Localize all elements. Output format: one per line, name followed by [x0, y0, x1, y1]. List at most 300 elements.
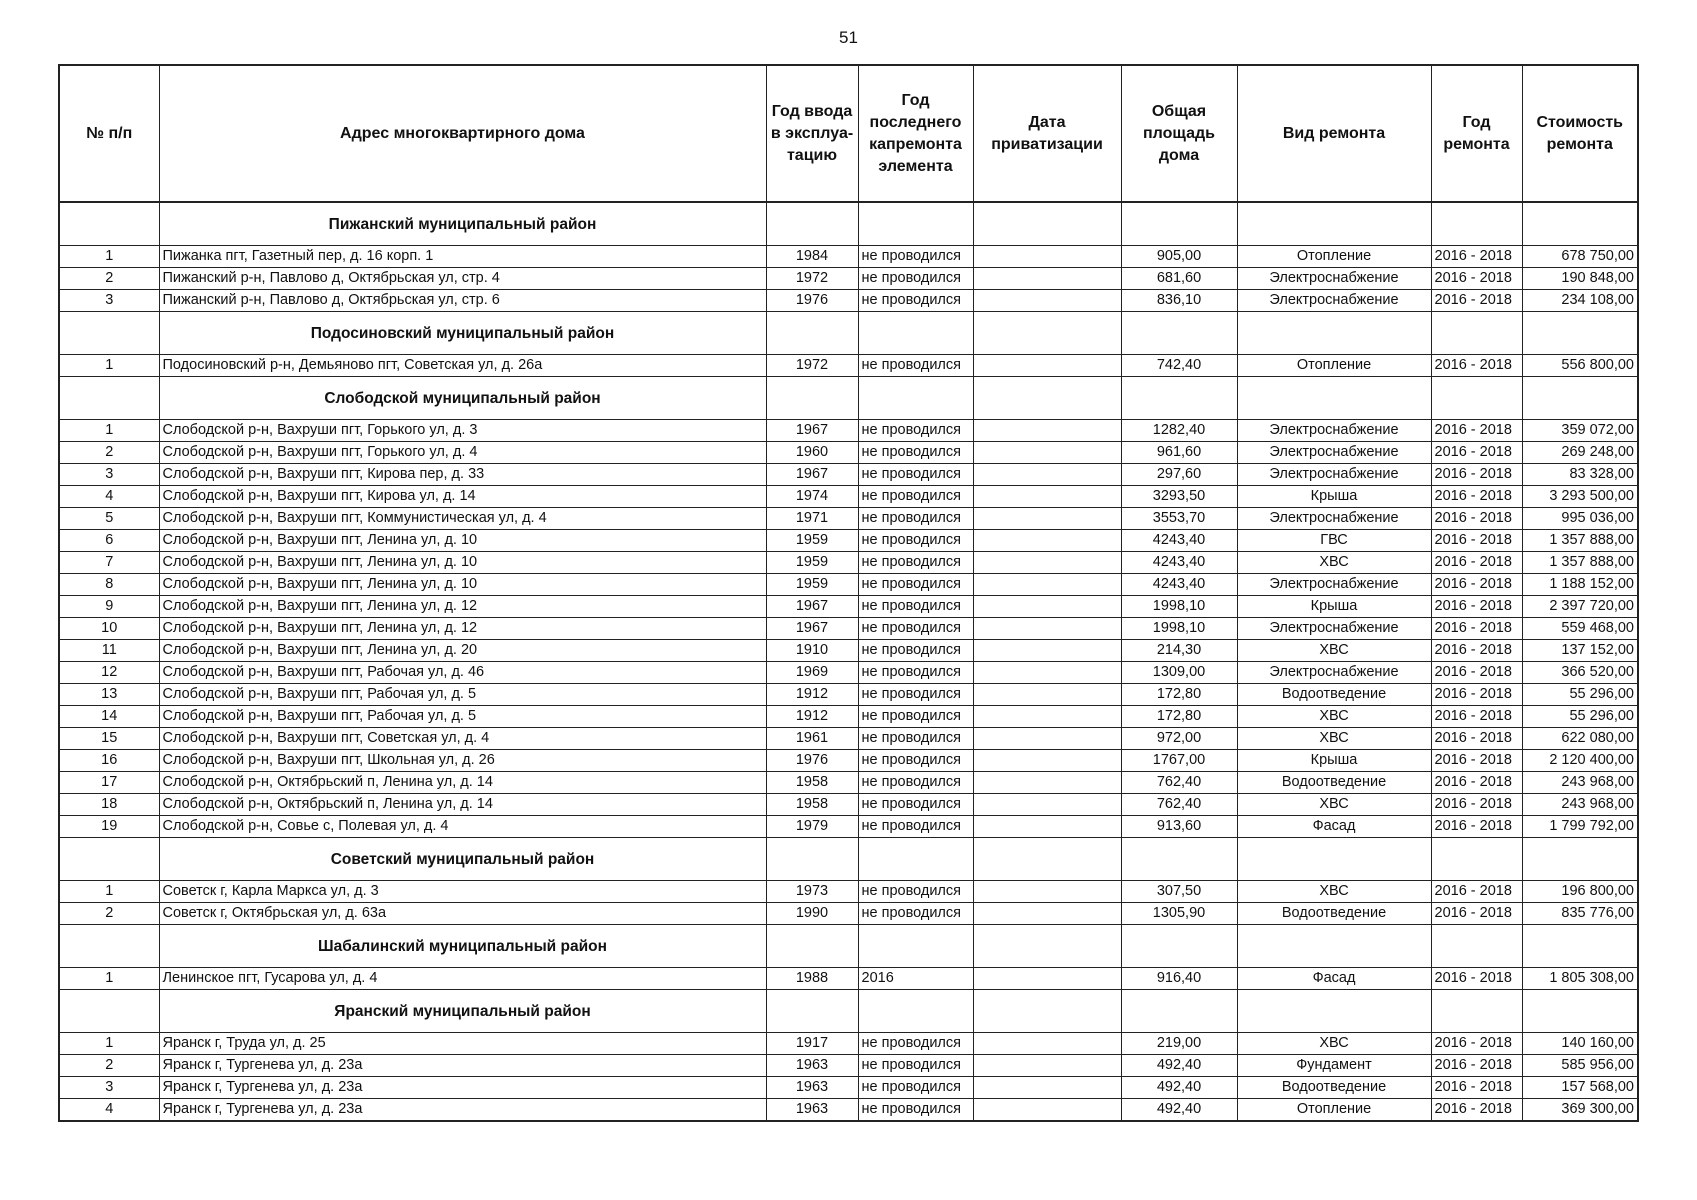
address-cell: Слободской р-н, Вахруши пгт, Ленина ул, д. 12	[159, 596, 766, 618]
repair-type-cell: Электроснабжение	[1237, 574, 1431, 596]
section-title: Подосиновский муниципальный район	[159, 312, 766, 355]
year-built-cell: 1963	[766, 1099, 858, 1122]
address-cell: Слободской р-н, Вахруши пгт, Горького ул, д. 4	[159, 442, 766, 464]
year-built-cell: 1959	[766, 530, 858, 552]
empty-cell	[858, 202, 973, 246]
area-cell: 3293,50	[1121, 486, 1237, 508]
cost-cell: 678 750,00	[1522, 246, 1638, 268]
repair-year-cell: 2016 - 2018	[1431, 750, 1522, 772]
year-built-cell: 1988	[766, 968, 858, 990]
last-repair-cell: не проводился	[858, 772, 973, 794]
repair-type-cell: Электроснабжение	[1237, 662, 1431, 684]
table-row	[59, 530, 1638, 552]
section-title: Шабалинский муниципальный район	[159, 925, 766, 968]
table-row	[59, 1099, 1638, 1122]
year-built-cell: 1969	[766, 662, 858, 684]
empty-cell	[1522, 925, 1638, 968]
year-built-cell: 1979	[766, 816, 858, 838]
section-title: Советский муниципальный район	[159, 838, 766, 881]
table-row	[59, 290, 1638, 312]
empty-cell	[1431, 925, 1522, 968]
repair-year-cell: 2016 - 2018	[1431, 816, 1522, 838]
last-repair-cell: не проводился	[858, 816, 973, 838]
repair-type-cell: ХВС	[1237, 881, 1431, 903]
last-repair-cell: не проводился	[858, 530, 973, 552]
cost-cell: 190 848,00	[1522, 268, 1638, 290]
area-cell: 492,40	[1121, 1055, 1237, 1077]
row-number: 1	[59, 420, 159, 442]
year-built-cell: 1960	[766, 442, 858, 464]
cost-cell: 157 568,00	[1522, 1077, 1638, 1099]
table-row	[59, 574, 1638, 596]
year-built-cell: 1961	[766, 728, 858, 750]
empty-cell	[1522, 312, 1638, 355]
empty-cell	[1431, 377, 1522, 420]
address-cell: Слободской р-н, Октябрьский п, Ленина ул, д. 14	[159, 772, 766, 794]
table-row	[59, 420, 1638, 442]
repair-type-cell: Водоотведение	[1237, 772, 1431, 794]
privatization-cell	[973, 464, 1121, 486]
row-number: 1	[59, 246, 159, 268]
address-cell: Яранск г, Труда ул, д. 25	[159, 1033, 766, 1055]
table-row	[59, 246, 1638, 268]
col-header-repair-type: Вид ремонта	[1237, 65, 1431, 202]
row-number: 12	[59, 662, 159, 684]
address-cell: Пижанский р-н, Павлово д, Октябрьская ул, стр. 6	[159, 290, 766, 312]
repair-type-cell: Электроснабжение	[1237, 442, 1431, 464]
repair-type-cell: Фасад	[1237, 816, 1431, 838]
repair-type-cell: Электроснабжение	[1237, 508, 1431, 530]
empty-cell	[59, 377, 159, 420]
area-cell: 961,60	[1121, 442, 1237, 464]
empty-cell	[973, 377, 1121, 420]
repair-type-cell: ХВС	[1237, 640, 1431, 662]
last-repair-cell: не проводился	[858, 596, 973, 618]
area-cell: 836,10	[1121, 290, 1237, 312]
empty-cell	[1237, 838, 1431, 881]
cost-cell: 1 188 152,00	[1522, 574, 1638, 596]
privatization-cell	[973, 486, 1121, 508]
empty-cell	[858, 925, 973, 968]
privatization-cell	[973, 420, 1121, 442]
repair-year-cell: 2016 - 2018	[1431, 486, 1522, 508]
cost-cell: 243 968,00	[1522, 772, 1638, 794]
row-number: 7	[59, 552, 159, 574]
cost-cell: 234 108,00	[1522, 290, 1638, 312]
section-header-row	[59, 377, 1638, 420]
empty-cell	[59, 838, 159, 881]
repair-type-cell: Электроснабжение	[1237, 420, 1431, 442]
area-cell: 172,80	[1121, 684, 1237, 706]
repair-year-cell: 2016 - 2018	[1431, 640, 1522, 662]
col-header-year-built: Год ввода в эксплуа-тацию	[766, 65, 858, 202]
section-header-row	[59, 202, 1638, 246]
privatization-cell	[973, 684, 1121, 706]
empty-cell	[858, 990, 973, 1033]
last-repair-cell: не проводился	[858, 355, 973, 377]
last-repair-cell: не проводился	[858, 684, 973, 706]
row-number: 18	[59, 794, 159, 816]
table-row	[59, 464, 1638, 486]
year-built-cell: 1959	[766, 552, 858, 574]
repair-type-cell: ХВС	[1237, 1033, 1431, 1055]
last-repair-cell: не проводился	[858, 290, 973, 312]
privatization-cell	[973, 574, 1121, 596]
row-number: 1	[59, 881, 159, 903]
empty-cell	[1121, 202, 1237, 246]
empty-cell	[1522, 838, 1638, 881]
area-cell: 1309,00	[1121, 662, 1237, 684]
year-built-cell: 1959	[766, 574, 858, 596]
year-built-cell: 1967	[766, 464, 858, 486]
repair-year-cell: 2016 - 2018	[1431, 772, 1522, 794]
empty-cell	[1121, 838, 1237, 881]
last-repair-cell: не проводился	[858, 794, 973, 816]
last-repair-cell: не проводился	[858, 464, 973, 486]
area-cell: 1998,10	[1121, 618, 1237, 640]
empty-cell	[1237, 312, 1431, 355]
col-header-privatization: Дата приватизации	[973, 65, 1121, 202]
cost-cell: 137 152,00	[1522, 640, 1638, 662]
last-repair-cell: не проводился	[858, 750, 973, 772]
last-repair-cell: не проводился	[858, 486, 973, 508]
empty-cell	[973, 312, 1121, 355]
table-row	[59, 903, 1638, 925]
row-number: 2	[59, 1055, 159, 1077]
row-number: 1	[59, 355, 159, 377]
year-built-cell: 1990	[766, 903, 858, 925]
area-cell: 307,50	[1121, 881, 1237, 903]
last-repair-cell: не проводился	[858, 420, 973, 442]
empty-cell	[858, 312, 973, 355]
repair-type-cell: Отопление	[1237, 246, 1431, 268]
year-built-cell: 1967	[766, 596, 858, 618]
table-row	[59, 596, 1638, 618]
empty-cell	[1121, 990, 1237, 1033]
empty-cell	[1237, 990, 1431, 1033]
last-repair-cell: не проводился	[858, 1077, 973, 1099]
table-row	[59, 268, 1638, 290]
year-built-cell: 1973	[766, 881, 858, 903]
cost-cell: 585 956,00	[1522, 1055, 1638, 1077]
empty-cell	[1431, 838, 1522, 881]
section-header-row	[59, 838, 1638, 881]
address-cell: Слободской р-н, Вахруши пгт, Кирова пер, д. 33	[159, 464, 766, 486]
address-cell: Слободской р-н, Вахруши пгт, Ленина ул, д. 20	[159, 640, 766, 662]
empty-cell	[766, 838, 858, 881]
row-number: 2	[59, 268, 159, 290]
section-title: Слободской муниципальный район	[159, 377, 766, 420]
area-cell: 762,40	[1121, 794, 1237, 816]
privatization-cell	[973, 1077, 1121, 1099]
year-built-cell: 1974	[766, 486, 858, 508]
year-built-cell: 1972	[766, 355, 858, 377]
year-built-cell: 1967	[766, 420, 858, 442]
privatization-cell	[973, 530, 1121, 552]
empty-cell	[973, 838, 1121, 881]
row-number: 14	[59, 706, 159, 728]
cost-cell: 1 805 308,00	[1522, 968, 1638, 990]
table-row	[59, 640, 1638, 662]
cost-cell: 55 296,00	[1522, 706, 1638, 728]
empty-cell	[766, 312, 858, 355]
repair-year-cell: 2016 - 2018	[1431, 706, 1522, 728]
cost-cell: 835 776,00	[1522, 903, 1638, 925]
last-repair-cell: не проводился	[858, 442, 973, 464]
repair-year-cell: 2016 - 2018	[1431, 355, 1522, 377]
cost-cell: 269 248,00	[1522, 442, 1638, 464]
last-repair-cell: 2016	[858, 968, 973, 990]
cost-cell: 2 397 720,00	[1522, 596, 1638, 618]
area-cell: 742,40	[1121, 355, 1237, 377]
cost-cell: 1 799 792,00	[1522, 816, 1638, 838]
year-built-cell: 1967	[766, 618, 858, 640]
repair-type-cell: Фундамент	[1237, 1055, 1431, 1077]
repair-year-cell: 2016 - 2018	[1431, 1077, 1522, 1099]
repair-year-cell: 2016 - 2018	[1431, 508, 1522, 530]
area-cell: 172,80	[1121, 706, 1237, 728]
last-repair-cell: не проводился	[858, 881, 973, 903]
privatization-cell	[973, 903, 1121, 925]
table-row	[59, 881, 1638, 903]
row-number: 15	[59, 728, 159, 750]
row-number: 4	[59, 1099, 159, 1122]
address-cell: Слободской р-н, Совье с, Полевая ул, д. 4	[159, 816, 766, 838]
cost-cell: 2 120 400,00	[1522, 750, 1638, 772]
privatization-cell	[973, 246, 1121, 268]
address-cell: Советск г, Карла Маркса ул, д. 3	[159, 881, 766, 903]
repair-type-cell: Водоотведение	[1237, 1077, 1431, 1099]
address-cell: Слободской р-н, Вахруши пгт, Ленина ул, д. 10	[159, 552, 766, 574]
repair-type-cell: ХВС	[1237, 552, 1431, 574]
area-cell: 492,40	[1121, 1099, 1237, 1122]
last-repair-cell: не проводился	[858, 618, 973, 640]
row-number: 19	[59, 816, 159, 838]
privatization-cell	[973, 508, 1121, 530]
col-header-last-repair: Год последнего капремонта элемента	[858, 65, 973, 202]
repair-year-cell: 2016 - 2018	[1431, 246, 1522, 268]
repair-year-cell: 2016 - 2018	[1431, 1033, 1522, 1055]
row-number: 8	[59, 574, 159, 596]
table-row	[59, 772, 1638, 794]
repair-year-cell: 2016 - 2018	[1431, 968, 1522, 990]
address-cell: Слободской р-н, Вахруши пгт, Ленина ул, д. 12	[159, 618, 766, 640]
cost-cell: 622 080,00	[1522, 728, 1638, 750]
repair-year-cell: 2016 - 2018	[1431, 1055, 1522, 1077]
empty-cell	[1237, 202, 1431, 246]
table-row	[59, 1033, 1638, 1055]
privatization-cell	[973, 706, 1121, 728]
row-number: 16	[59, 750, 159, 772]
empty-cell	[1237, 377, 1431, 420]
address-cell: Слободской р-н, Октябрьский п, Ленина ул, д. 14	[159, 794, 766, 816]
area-cell: 4243,40	[1121, 574, 1237, 596]
address-cell: Слободской р-н, Вахруши пгт, Коммунистическая ул, д. 4	[159, 508, 766, 530]
repair-year-cell: 2016 - 2018	[1431, 290, 1522, 312]
col-header-area: Общая площадь дома	[1121, 65, 1237, 202]
address-cell: Слободской р-н, Вахруши пгт, Рабочая ул, д. 5	[159, 684, 766, 706]
empty-cell	[766, 925, 858, 968]
empty-cell	[858, 377, 973, 420]
repair-year-cell: 2016 - 2018	[1431, 552, 1522, 574]
area-cell: 1998,10	[1121, 596, 1237, 618]
table-row	[59, 662, 1638, 684]
last-repair-cell: не проводился	[858, 1033, 973, 1055]
last-repair-cell: не проводился	[858, 1055, 973, 1077]
repair-year-cell: 2016 - 2018	[1431, 618, 1522, 640]
cost-cell: 140 160,00	[1522, 1033, 1638, 1055]
privatization-cell	[973, 640, 1121, 662]
repair-type-cell: Водоотведение	[1237, 684, 1431, 706]
cost-cell: 559 468,00	[1522, 618, 1638, 640]
last-repair-cell: не проводился	[858, 640, 973, 662]
area-cell: 3553,70	[1121, 508, 1237, 530]
address-cell: Пижанский р-н, Павлово д, Октябрьская ул, стр. 4	[159, 268, 766, 290]
cost-cell: 83 328,00	[1522, 464, 1638, 486]
repair-type-cell: Крыша	[1237, 486, 1431, 508]
area-cell: 1305,90	[1121, 903, 1237, 925]
address-cell: Слободской р-н, Вахруши пгт, Кирова ул, д. 14	[159, 486, 766, 508]
row-number: 9	[59, 596, 159, 618]
row-number: 2	[59, 442, 159, 464]
table-row	[59, 728, 1638, 750]
section-header-row	[59, 990, 1638, 1033]
last-repair-cell: не проводился	[858, 1099, 973, 1122]
repair-year-cell: 2016 - 2018	[1431, 530, 1522, 552]
year-built-cell: 1958	[766, 772, 858, 794]
table-row	[59, 442, 1638, 464]
row-number: 13	[59, 684, 159, 706]
last-repair-cell: не проводился	[858, 728, 973, 750]
empty-cell	[1121, 925, 1237, 968]
col-header-repair-year: Год ремонта	[1431, 65, 1522, 202]
year-built-cell: 1976	[766, 750, 858, 772]
repair-year-cell: 2016 - 2018	[1431, 1099, 1522, 1122]
privatization-cell	[973, 442, 1121, 464]
empty-cell	[1522, 377, 1638, 420]
repair-type-cell: ХВС	[1237, 728, 1431, 750]
empty-cell	[59, 202, 159, 246]
row-number: 10	[59, 618, 159, 640]
cost-cell: 1 357 888,00	[1522, 552, 1638, 574]
privatization-cell	[973, 552, 1121, 574]
cost-cell: 995 036,00	[1522, 508, 1638, 530]
repair-type-cell: Электроснабжение	[1237, 618, 1431, 640]
address-cell: Слободской р-н, Вахруши пгт, Горького ул, д. 3	[159, 420, 766, 442]
repair-type-cell: Электроснабжение	[1237, 464, 1431, 486]
section-header-row	[59, 925, 1638, 968]
row-number: 3	[59, 1077, 159, 1099]
repair-register-table	[58, 64, 1639, 1122]
empty-cell	[766, 377, 858, 420]
last-repair-cell: не проводился	[858, 246, 973, 268]
repair-type-cell: Отопление	[1237, 1099, 1431, 1122]
repair-type-cell: ХВС	[1237, 706, 1431, 728]
address-cell: Слободской р-н, Вахруши пгт, Школьная ул, д. 26	[159, 750, 766, 772]
area-cell: 1282,40	[1121, 420, 1237, 442]
year-built-cell: 1912	[766, 706, 858, 728]
cost-cell: 3 293 500,00	[1522, 486, 1638, 508]
privatization-cell	[973, 618, 1121, 640]
last-repair-cell: не проводился	[858, 508, 973, 530]
area-cell: 1767,00	[1121, 750, 1237, 772]
last-repair-cell: не проводился	[858, 706, 973, 728]
repair-year-cell: 2016 - 2018	[1431, 728, 1522, 750]
cost-cell: 366 520,00	[1522, 662, 1638, 684]
last-repair-cell: не проводился	[858, 552, 973, 574]
area-cell: 297,60	[1121, 464, 1237, 486]
empty-cell	[1522, 202, 1638, 246]
address-cell: Ленинское пгт, Гусарова ул, д. 4	[159, 968, 766, 990]
cost-cell: 196 800,00	[1522, 881, 1638, 903]
privatization-cell	[973, 728, 1121, 750]
repair-type-cell: ХВС	[1237, 794, 1431, 816]
address-cell: Слободской р-н, Вахруши пгт, Ленина ул, д. 10	[159, 574, 766, 596]
table-row	[59, 355, 1638, 377]
privatization-cell	[973, 772, 1121, 794]
last-repair-cell: не проводился	[858, 662, 973, 684]
repair-year-cell: 2016 - 2018	[1431, 268, 1522, 290]
year-built-cell: 1910	[766, 640, 858, 662]
repair-type-cell: Водоотведение	[1237, 903, 1431, 925]
last-repair-cell: не проводился	[858, 574, 973, 596]
area-cell: 4243,40	[1121, 552, 1237, 574]
section-header-row	[59, 312, 1638, 355]
year-built-cell: 1917	[766, 1033, 858, 1055]
row-number: 1	[59, 968, 159, 990]
row-number: 4	[59, 486, 159, 508]
address-cell: Слободской р-н, Вахруши пгт, Рабочая ул, д. 5	[159, 706, 766, 728]
repair-type-cell: Электроснабжение	[1237, 290, 1431, 312]
area-cell: 762,40	[1121, 772, 1237, 794]
empty-cell	[59, 925, 159, 968]
table-row	[59, 750, 1638, 772]
header-row	[59, 65, 1638, 202]
table-row	[59, 968, 1638, 990]
address-cell: Яранск г, Тургенева ул, д. 23а	[159, 1077, 766, 1099]
table-body	[59, 202, 1638, 1121]
privatization-cell	[973, 881, 1121, 903]
repair-year-cell: 2016 - 2018	[1431, 684, 1522, 706]
repair-year-cell: 2016 - 2018	[1431, 794, 1522, 816]
privatization-cell	[973, 1099, 1121, 1122]
empty-cell	[973, 202, 1121, 246]
address-cell: Яранск г, Тургенева ул, д. 23а	[159, 1055, 766, 1077]
year-built-cell: 1976	[766, 290, 858, 312]
row-number: 17	[59, 772, 159, 794]
empty-cell	[59, 990, 159, 1033]
year-built-cell: 1972	[766, 268, 858, 290]
empty-cell	[1522, 990, 1638, 1033]
year-built-cell: 1963	[766, 1055, 858, 1077]
table-row	[59, 1055, 1638, 1077]
cost-cell: 359 072,00	[1522, 420, 1638, 442]
section-title: Пижанский муниципальный район	[159, 202, 766, 246]
area-cell: 913,60	[1121, 816, 1237, 838]
table-row	[59, 684, 1638, 706]
privatization-cell	[973, 662, 1121, 684]
empty-cell	[973, 925, 1121, 968]
last-repair-cell: не проводился	[858, 268, 973, 290]
address-cell: Слободской р-н, Вахруши пгт, Советская ул, д. 4	[159, 728, 766, 750]
cost-cell: 243 968,00	[1522, 794, 1638, 816]
table-row	[59, 794, 1638, 816]
repair-year-cell: 2016 - 2018	[1431, 596, 1522, 618]
repair-type-cell: Электроснабжение	[1237, 268, 1431, 290]
table-row	[59, 816, 1638, 838]
privatization-cell	[973, 794, 1121, 816]
privatization-cell	[973, 355, 1121, 377]
